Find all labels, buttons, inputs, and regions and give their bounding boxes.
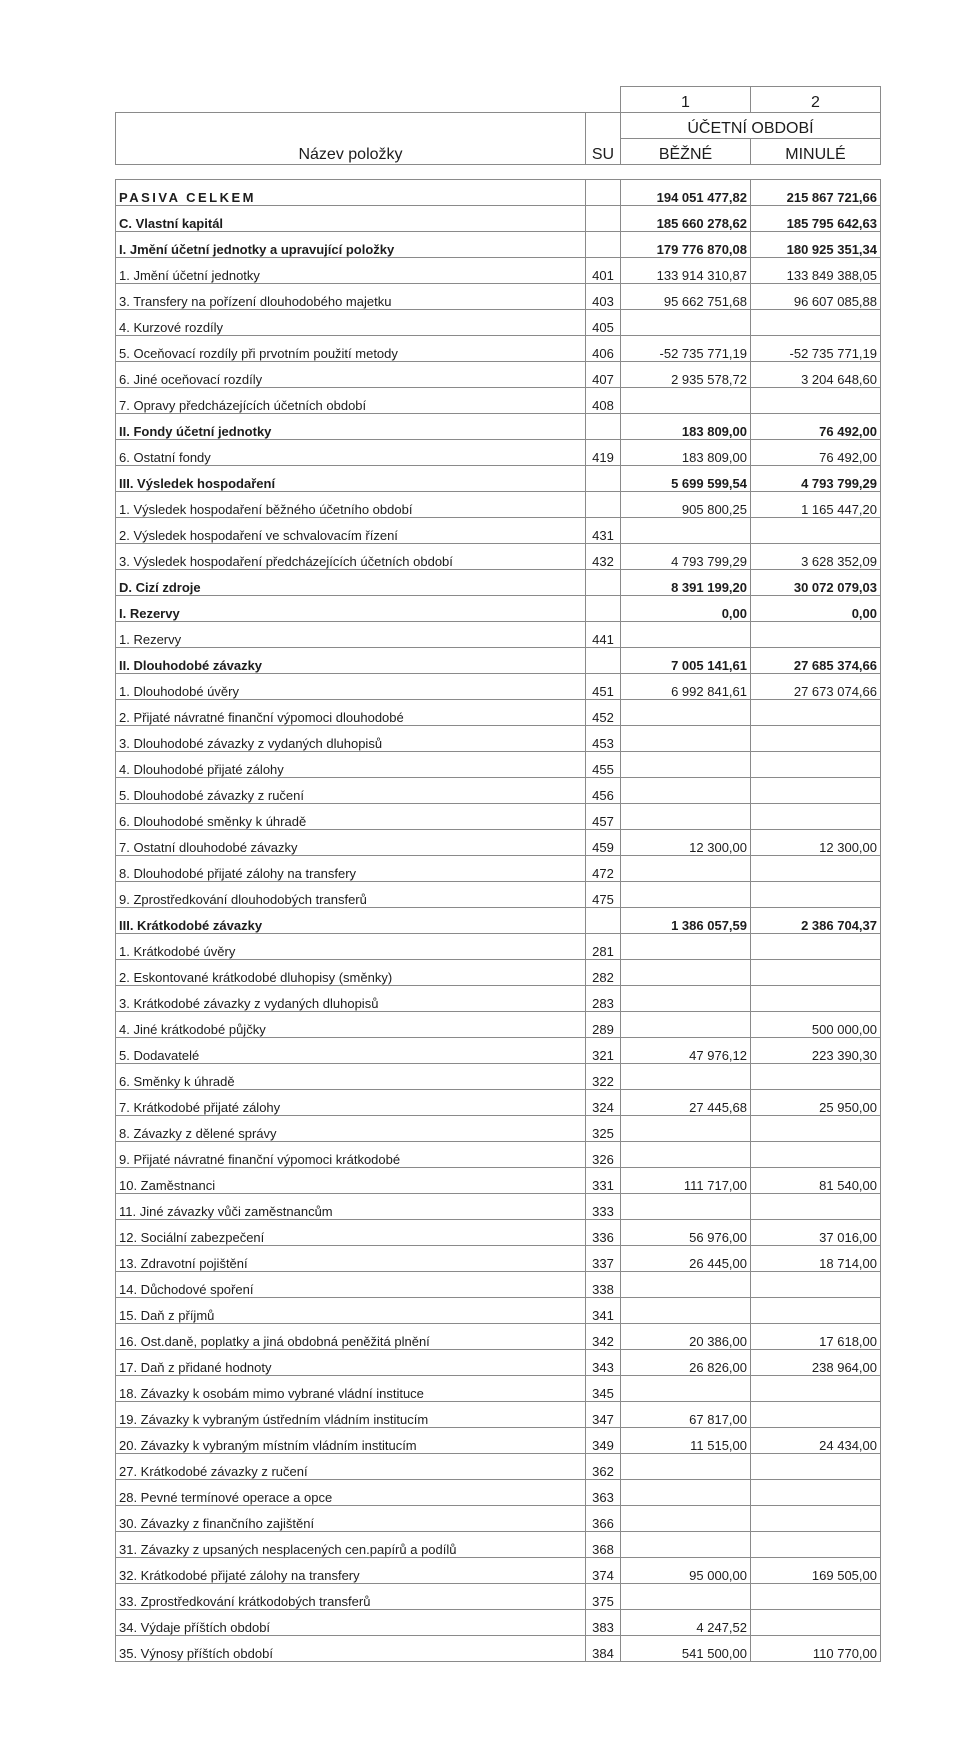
row-current-value — [621, 1532, 751, 1558]
row-su: 281 — [586, 934, 621, 960]
table-row — [116, 388, 881, 414]
row-current-value: 47 976,12 — [621, 1038, 751, 1064]
table-row — [116, 1324, 881, 1350]
row-previous-value: 133 849 388,05 — [751, 258, 881, 284]
table-row — [116, 466, 881, 492]
row-su: 432 — [586, 544, 621, 570]
row-name: 5. Dlouhodobé závazky z ručení — [116, 778, 586, 804]
row-previous-value — [751, 804, 881, 830]
row-current-value: 179 776 870,08 — [621, 232, 751, 258]
row-previous-value: 3 628 352,09 — [751, 544, 881, 570]
row-previous-value — [751, 882, 881, 908]
row-name: 1. Jmění účetní jednotky — [116, 258, 586, 284]
row-previous-value: 25 950,00 — [751, 1090, 881, 1116]
row-su: 366 — [586, 1506, 621, 1532]
row-current-value: 11 515,00 — [621, 1428, 751, 1454]
table-row — [116, 1610, 881, 1636]
row-su: 321 — [586, 1038, 621, 1064]
row-name: 5. Dodavatelé — [116, 1038, 586, 1064]
table-row — [116, 1116, 881, 1142]
table-row — [116, 934, 881, 960]
row-name: 1. Krátkodobé úvěry — [116, 934, 586, 960]
row-su: 452 — [586, 700, 621, 726]
header-blank-su — [586, 87, 621, 113]
row-name: 16. Ost.daně, poplatky a jiná obdobná peněžitá plnění — [116, 1324, 586, 1350]
row-current-value: 95 000,00 — [621, 1558, 751, 1584]
row-current-value: 5 699 599,54 — [621, 466, 751, 492]
row-previous-value: 180 925 351,34 — [751, 232, 881, 258]
table-body — [116, 180, 881, 1662]
row-su: 374 — [586, 1558, 621, 1584]
row-su — [586, 570, 621, 596]
row-previous-value — [751, 1116, 881, 1142]
row-current-value: 111 717,00 — [621, 1168, 751, 1194]
table-row — [116, 284, 881, 310]
row-su: 459 — [586, 830, 621, 856]
row-current-value — [621, 752, 751, 778]
row-previous-value — [751, 310, 881, 336]
row-name: 27. Krátkodobé závazky z ručení — [116, 1454, 586, 1480]
row-previous-value: 27 685 374,66 — [751, 648, 881, 674]
row-su: 349 — [586, 1428, 621, 1454]
period-header: ÚČETNÍ OBDOBÍ — [621, 113, 881, 139]
row-name: 1. Rezervy — [116, 622, 586, 648]
row-current-value — [621, 1584, 751, 1610]
row-name: 4. Jiné krátkodobé půjčky — [116, 1012, 586, 1038]
row-name: I. Jmění účetní jednotky a upravující položky — [116, 232, 586, 258]
row-name: 6. Směnky k úhradě — [116, 1064, 586, 1090]
row-name: 7. Ostatní dlouhodobé závazky — [116, 830, 586, 856]
row-previous-value — [751, 1194, 881, 1220]
row-previous-value — [751, 1454, 881, 1480]
table-row — [116, 1558, 881, 1584]
row-previous-value — [751, 726, 881, 752]
table-row — [116, 674, 881, 700]
row-previous-value — [751, 700, 881, 726]
row-current-value: 541 500,00 — [621, 1636, 751, 1662]
row-previous-value: 12 300,00 — [751, 830, 881, 856]
row-name: 2. Přijaté návratné finanční výpomoci dlouhodobé — [116, 700, 586, 726]
row-current-value: 1 386 057,59 — [621, 908, 751, 934]
table-row — [116, 882, 881, 908]
row-su: 282 — [586, 960, 621, 986]
table-row — [116, 1402, 881, 1428]
table-row — [116, 1064, 881, 1090]
table-row — [116, 908, 881, 934]
row-current-value: 4 247,52 — [621, 1610, 751, 1636]
row-name: 6. Ostatní fondy — [116, 440, 586, 466]
table-row — [116, 986, 881, 1012]
row-previous-value: 37 016,00 — [751, 1220, 881, 1246]
row-previous-value: 215 867 721,66 — [751, 180, 881, 206]
table-row — [116, 1090, 881, 1116]
row-su: 408 — [586, 388, 621, 414]
row-current-value: 2 935 578,72 — [621, 362, 751, 388]
row-current-value: 27 445,68 — [621, 1090, 751, 1116]
row-name: 1. Dlouhodobé úvěry — [116, 674, 586, 700]
row-previous-value: 169 505,00 — [751, 1558, 881, 1584]
row-su: 407 — [586, 362, 621, 388]
row-previous-value — [751, 1480, 881, 1506]
previous-period-header: MINULÉ — [751, 139, 881, 165]
row-previous-value — [751, 388, 881, 414]
table-row — [116, 518, 881, 544]
row-previous-value — [751, 1584, 881, 1610]
table-row — [116, 1480, 881, 1506]
row-current-value — [621, 960, 751, 986]
row-su: 343 — [586, 1350, 621, 1376]
row-name: 3. Výsledek hospodaření předcházejících účetních období — [116, 544, 586, 570]
table-row — [116, 336, 881, 362]
row-name: 7. Opravy předcházejících účetních období — [116, 388, 586, 414]
table-row — [116, 1376, 881, 1402]
row-su: 338 — [586, 1272, 621, 1298]
row-name: II. Fondy účetní jednotky — [116, 414, 586, 440]
table-row — [116, 1168, 881, 1194]
row-previous-value: 24 434,00 — [751, 1428, 881, 1454]
row-name: 2. Eskontované krátkodobé dluhopisy (směnky) — [116, 960, 586, 986]
row-name: 28. Pevné termínové operace a opce — [116, 1480, 586, 1506]
balance-sheet — [115, 86, 881, 1662]
row-previous-value: 17 618,00 — [751, 1324, 881, 1350]
row-previous-value — [751, 1272, 881, 1298]
table-row — [116, 726, 881, 752]
row-current-value — [621, 1376, 751, 1402]
row-previous-value — [751, 1298, 881, 1324]
row-su: 325 — [586, 1116, 621, 1142]
liabilities-table — [115, 86, 881, 1662]
row-name: 13. Zdravotní pojištění — [116, 1246, 586, 1272]
row-current-value — [621, 1064, 751, 1090]
table-row — [116, 596, 881, 622]
row-name: PASIVA CELKEM — [116, 180, 586, 206]
row-name: 20. Závazky k vybraným místním vládním institucím — [116, 1428, 586, 1454]
row-current-value: 183 809,00 — [621, 440, 751, 466]
row-previous-value — [751, 1064, 881, 1090]
row-previous-value — [751, 934, 881, 960]
row-current-value: 8 391 199,20 — [621, 570, 751, 596]
row-name: 30. Závazky z finančního zajištění — [116, 1506, 586, 1532]
row-previous-value: 3 204 648,60 — [751, 362, 881, 388]
row-name: 32. Krátkodobé přijaté zálohy na transfery — [116, 1558, 586, 1584]
row-current-value — [621, 310, 751, 336]
row-su — [586, 206, 621, 232]
row-su — [586, 466, 621, 492]
row-su: 347 — [586, 1402, 621, 1428]
current-period-header: BĚŽNÉ — [621, 139, 751, 165]
row-name: 3. Krátkodobé závazky z vydaných dluhopisů — [116, 986, 586, 1012]
row-name: 19. Závazky k vybraným ústředním vládním institucím — [116, 1402, 586, 1428]
row-previous-value — [751, 986, 881, 1012]
row-current-value — [621, 1142, 751, 1168]
col1-number: 1 — [621, 87, 751, 113]
row-name: 8. Dlouhodobé přijaté zálohy na transfery — [116, 856, 586, 882]
row-name: 12. Sociální zabezpečení — [116, 1220, 586, 1246]
row-name: 6. Jiné oceňovací rozdíly — [116, 362, 586, 388]
row-current-value — [621, 1194, 751, 1220]
row-name: 2. Výsledek hospodaření ve schvalovacím řízení — [116, 518, 586, 544]
table-row — [116, 1012, 881, 1038]
row-name: III. Krátkodobé závazky — [116, 908, 586, 934]
table-row — [116, 1272, 881, 1298]
row-su — [586, 492, 621, 518]
row-current-value — [621, 1298, 751, 1324]
row-su — [586, 232, 621, 258]
su-header: SU — [586, 113, 621, 165]
row-current-value — [621, 622, 751, 648]
table-row — [116, 1584, 881, 1610]
row-current-value — [621, 804, 751, 830]
table-row — [116, 206, 881, 232]
row-previous-value — [751, 1402, 881, 1428]
row-current-value — [621, 1454, 751, 1480]
row-name: 15. Daň z příjmů — [116, 1298, 586, 1324]
row-su: 324 — [586, 1090, 621, 1116]
row-current-value — [621, 778, 751, 804]
row-current-value: 67 817,00 — [621, 1402, 751, 1428]
row-current-value: -52 735 771,19 — [621, 336, 751, 362]
table-row — [116, 778, 881, 804]
row-su: 406 — [586, 336, 621, 362]
row-current-value — [621, 1506, 751, 1532]
row-previous-value: 76 492,00 — [751, 440, 881, 466]
row-name: 4. Kurzové rozdíly — [116, 310, 586, 336]
table-row — [116, 960, 881, 986]
row-previous-value: 185 795 642,63 — [751, 206, 881, 232]
row-current-value: 26 445,00 — [621, 1246, 751, 1272]
row-previous-value: 4 793 799,29 — [751, 466, 881, 492]
row-previous-value: 2 386 704,37 — [751, 908, 881, 934]
table-row — [116, 752, 881, 778]
row-previous-value — [751, 1610, 881, 1636]
row-name: 18. Závazky k osobám mimo vybrané vládní instituce — [116, 1376, 586, 1402]
row-su: 289 — [586, 1012, 621, 1038]
row-su: 383 — [586, 1610, 621, 1636]
row-previous-value: 76 492,00 — [751, 414, 881, 440]
row-current-value: 7 005 141,61 — [621, 648, 751, 674]
row-su: 472 — [586, 856, 621, 882]
row-su: 384 — [586, 1636, 621, 1662]
row-su — [586, 180, 621, 206]
table-row — [116, 570, 881, 596]
row-current-value — [621, 882, 751, 908]
header-gap — [116, 165, 881, 180]
row-previous-value: 0,00 — [751, 596, 881, 622]
item-name-header: Název položky — [116, 113, 586, 165]
row-previous-value: 110 770,00 — [751, 1636, 881, 1662]
row-previous-value — [751, 518, 881, 544]
row-current-value: 183 809,00 — [621, 414, 751, 440]
row-su: 457 — [586, 804, 621, 830]
row-name: 3. Dlouhodobé závazky z vydaných dluhopisů — [116, 726, 586, 752]
row-current-value: 0,00 — [621, 596, 751, 622]
row-su — [586, 596, 621, 622]
row-name: 10. Zaměstnanci — [116, 1168, 586, 1194]
row-name: II. Dlouhodobé závazky — [116, 648, 586, 674]
table-row — [116, 1428, 881, 1454]
table-row — [116, 1038, 881, 1064]
row-su: 405 — [586, 310, 621, 336]
row-name: 9. Přijaté návratné finanční výpomoci krátkodobé — [116, 1142, 586, 1168]
row-su: 368 — [586, 1532, 621, 1558]
row-name: 9. Zprostředkování dlouhodobých transferů — [116, 882, 586, 908]
table-row — [116, 258, 881, 284]
table-row — [116, 1220, 881, 1246]
row-current-value: 95 662 751,68 — [621, 284, 751, 310]
row-name: 5. Oceňovací rozdíly při prvotním použití metody — [116, 336, 586, 362]
row-su: 451 — [586, 674, 621, 700]
table-row — [116, 414, 881, 440]
row-current-value — [621, 1116, 751, 1142]
row-name: D. Cizí zdroje — [116, 570, 586, 596]
row-name: 34. Výdaje příštích období — [116, 1610, 586, 1636]
row-current-value — [621, 934, 751, 960]
row-name: 8. Závazky z dělené správy — [116, 1116, 586, 1142]
table-header — [116, 87, 881, 180]
table-row — [116, 804, 881, 830]
row-su: 333 — [586, 1194, 621, 1220]
row-su: 403 — [586, 284, 621, 310]
row-su: 431 — [586, 518, 621, 544]
row-previous-value — [751, 960, 881, 986]
table-row — [116, 232, 881, 258]
row-current-value: 194 051 477,82 — [621, 180, 751, 206]
row-name: 4. Dlouhodobé přijaté zálohy — [116, 752, 586, 778]
row-current-value — [621, 388, 751, 414]
row-su: 331 — [586, 1168, 621, 1194]
table-row — [116, 1636, 881, 1662]
row-previous-value: 27 673 074,66 — [751, 674, 881, 700]
row-current-value — [621, 726, 751, 752]
table-row — [116, 492, 881, 518]
table-row — [116, 180, 881, 206]
row-previous-value — [751, 1376, 881, 1402]
row-name: 7. Krátkodobé přijaté zálohy — [116, 1090, 586, 1116]
table-row — [116, 1532, 881, 1558]
row-su: 475 — [586, 882, 621, 908]
table-row — [116, 1194, 881, 1220]
row-previous-value — [751, 1142, 881, 1168]
table-row — [116, 1142, 881, 1168]
row-previous-value: 223 390,30 — [751, 1038, 881, 1064]
table-row — [116, 622, 881, 648]
col2-number: 2 — [751, 87, 881, 113]
row-previous-value: 1 165 447,20 — [751, 492, 881, 518]
row-previous-value — [751, 856, 881, 882]
row-current-value: 6 992 841,61 — [621, 674, 751, 700]
row-su: 322 — [586, 1064, 621, 1090]
row-su: 326 — [586, 1142, 621, 1168]
row-current-value: 4 793 799,29 — [621, 544, 751, 570]
row-su: 363 — [586, 1480, 621, 1506]
table-row — [116, 1350, 881, 1376]
row-current-value: 20 386,00 — [621, 1324, 751, 1350]
table-row — [116, 1298, 881, 1324]
row-current-value — [621, 856, 751, 882]
table-row — [116, 362, 881, 388]
row-current-value: 26 826,00 — [621, 1350, 751, 1376]
table-row — [116, 1506, 881, 1532]
table-row — [116, 856, 881, 882]
row-previous-value: 500 000,00 — [751, 1012, 881, 1038]
row-current-value: 905 800,25 — [621, 492, 751, 518]
header-blank — [116, 87, 586, 113]
row-su: 342 — [586, 1324, 621, 1350]
row-su: 453 — [586, 726, 621, 752]
row-current-value: 56 976,00 — [621, 1220, 751, 1246]
table-row — [116, 1454, 881, 1480]
row-previous-value: 238 964,00 — [751, 1350, 881, 1376]
table-row — [116, 544, 881, 570]
row-current-value — [621, 518, 751, 544]
row-su: 441 — [586, 622, 621, 648]
row-previous-value: 30 072 079,03 — [751, 570, 881, 596]
row-name: 3. Transfery na pořízení dlouhodobého majetku — [116, 284, 586, 310]
row-previous-value — [751, 752, 881, 778]
row-name: I. Rezervy — [116, 596, 586, 622]
row-su: 401 — [586, 258, 621, 284]
row-name: III. Výsledek hospodaření — [116, 466, 586, 492]
row-su — [586, 414, 621, 440]
row-su: 283 — [586, 986, 621, 1012]
table-row — [116, 700, 881, 726]
row-current-value: 12 300,00 — [621, 830, 751, 856]
row-name: 6. Dlouhodobé směnky k úhradě — [116, 804, 586, 830]
row-name: C. Vlastní kapitál — [116, 206, 586, 232]
row-name: 1. Výsledek hospodaření běžného účetního období — [116, 492, 586, 518]
table-row — [116, 648, 881, 674]
row-name: 33. Zprostředkování krátkodobých transferů — [116, 1584, 586, 1610]
row-su: 419 — [586, 440, 621, 466]
row-previous-value — [751, 622, 881, 648]
row-current-value: 185 660 278,62 — [621, 206, 751, 232]
row-previous-value: 96 607 085,88 — [751, 284, 881, 310]
row-su: 455 — [586, 752, 621, 778]
row-su: 375 — [586, 1584, 621, 1610]
row-current-value — [621, 1272, 751, 1298]
row-su: 456 — [586, 778, 621, 804]
row-name: 31. Závazky z upsaných nesplacených cen.papírů a podílů — [116, 1532, 586, 1558]
row-su — [586, 648, 621, 674]
row-su — [586, 908, 621, 934]
row-previous-value — [751, 1532, 881, 1558]
row-su: 345 — [586, 1376, 621, 1402]
row-name: 17. Daň z přidané hodnoty — [116, 1350, 586, 1376]
table-row — [116, 830, 881, 856]
table-row — [116, 440, 881, 466]
row-current-value — [621, 700, 751, 726]
row-previous-value — [751, 1506, 881, 1532]
row-current-value — [621, 1480, 751, 1506]
table-row — [116, 1246, 881, 1272]
row-previous-value: -52 735 771,19 — [751, 336, 881, 362]
table-row — [116, 310, 881, 336]
row-su: 362 — [586, 1454, 621, 1480]
row-current-value: 133 914 310,87 — [621, 258, 751, 284]
row-su: 336 — [586, 1220, 621, 1246]
row-su: 337 — [586, 1246, 621, 1272]
row-previous-value — [751, 778, 881, 804]
row-previous-value: 81 540,00 — [751, 1168, 881, 1194]
row-current-value — [621, 1012, 751, 1038]
row-name: 11. Jiné závazky vůči zaměstnancům — [116, 1194, 586, 1220]
row-previous-value: 18 714,00 — [751, 1246, 881, 1272]
row-su: 341 — [586, 1298, 621, 1324]
row-name: 14. Důchodové spoření — [116, 1272, 586, 1298]
row-name: 35. Výnosy příštích období — [116, 1636, 586, 1662]
row-current-value — [621, 986, 751, 1012]
